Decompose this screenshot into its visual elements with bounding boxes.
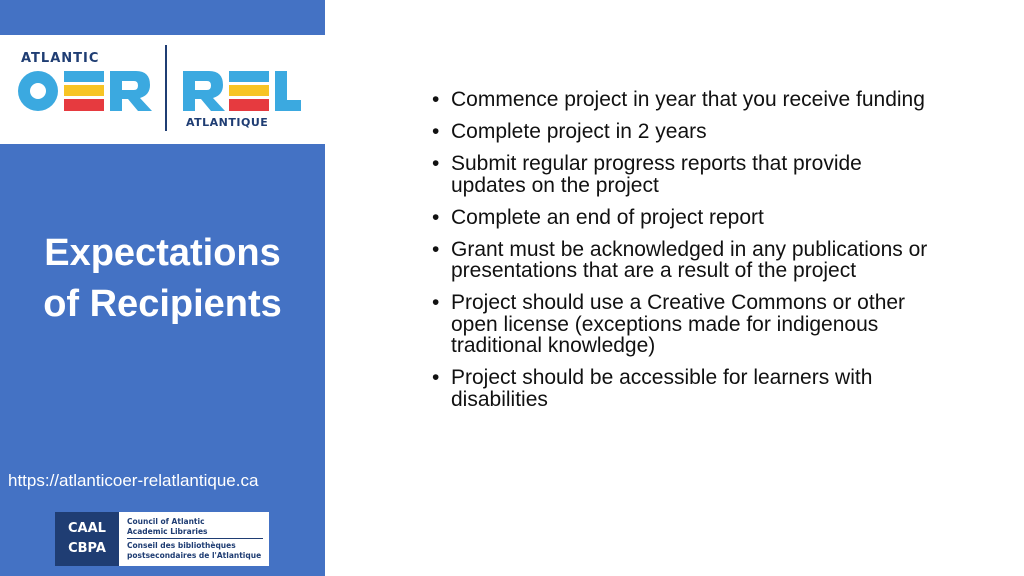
list-item-text: Submit regular progress reports that provide updates on the project [451,152,862,197]
slide-title-line-1: Expectations [44,232,281,274]
bullet-icon: • [432,120,440,143]
caal-en-line-2: Academic Libraries [127,526,208,536]
list-item [432,239,932,282]
caal-abbr: CAAL [68,521,106,536]
list-item-text: Complete project in 2 years [451,120,707,143]
list-item [432,89,932,111]
caal-fr-line-1: Conseil des bibliothèques [127,541,236,550]
caal-cbpa-logo [55,512,269,566]
caal-abbr-block [55,512,119,566]
oer-logo-caption: ATLANTIC [21,51,100,66]
caal-fr-line-2: postsecondaires de l'Atlantique [127,550,262,560]
bullet-icon: • [432,366,440,389]
list-item [432,292,932,357]
caal-divider [127,538,263,539]
list-item-text: Project should use a Creative Commons or other open license (exceptions made for indigenous traditional knowledge) [451,291,906,357]
list-item-text: Grant must be acknowledged in any publications or presentations that are a result of the project [451,237,928,282]
list-item-text: Commence project in year that you receive funding [451,88,925,111]
bullet-icon: • [432,152,440,175]
list-item [432,207,932,229]
bullet-icon: • [432,237,440,261]
list-item-text: Project should be accessible for learners with disabilities [451,366,873,411]
slide-title-line-2: of Recipients [43,283,282,325]
list-item [432,121,932,143]
list-item-text: Complete an end of project report [451,205,764,229]
oer-logo-icon [18,70,152,112]
caal-en-line-1: Council of Atlantic [127,517,205,526]
expectations-list [432,89,932,421]
list-item [432,367,932,410]
website-link[interactable]: https://atlanticoer-relatlantique.ca [8,471,259,490]
rel-logo-icon [183,70,303,112]
logo-divider [165,45,167,131]
slide-title [0,228,325,330]
caal-full-name [127,517,263,560]
sidebar-panel [0,0,325,576]
list-item [432,153,932,196]
bullet-icon: • [432,291,440,314]
rel-logo-caption: ATLANTIQUE [186,116,269,129]
bullet-icon: • [432,205,440,229]
bullet-icon: • [432,88,440,111]
cbpa-abbr: CBPA [68,541,106,556]
